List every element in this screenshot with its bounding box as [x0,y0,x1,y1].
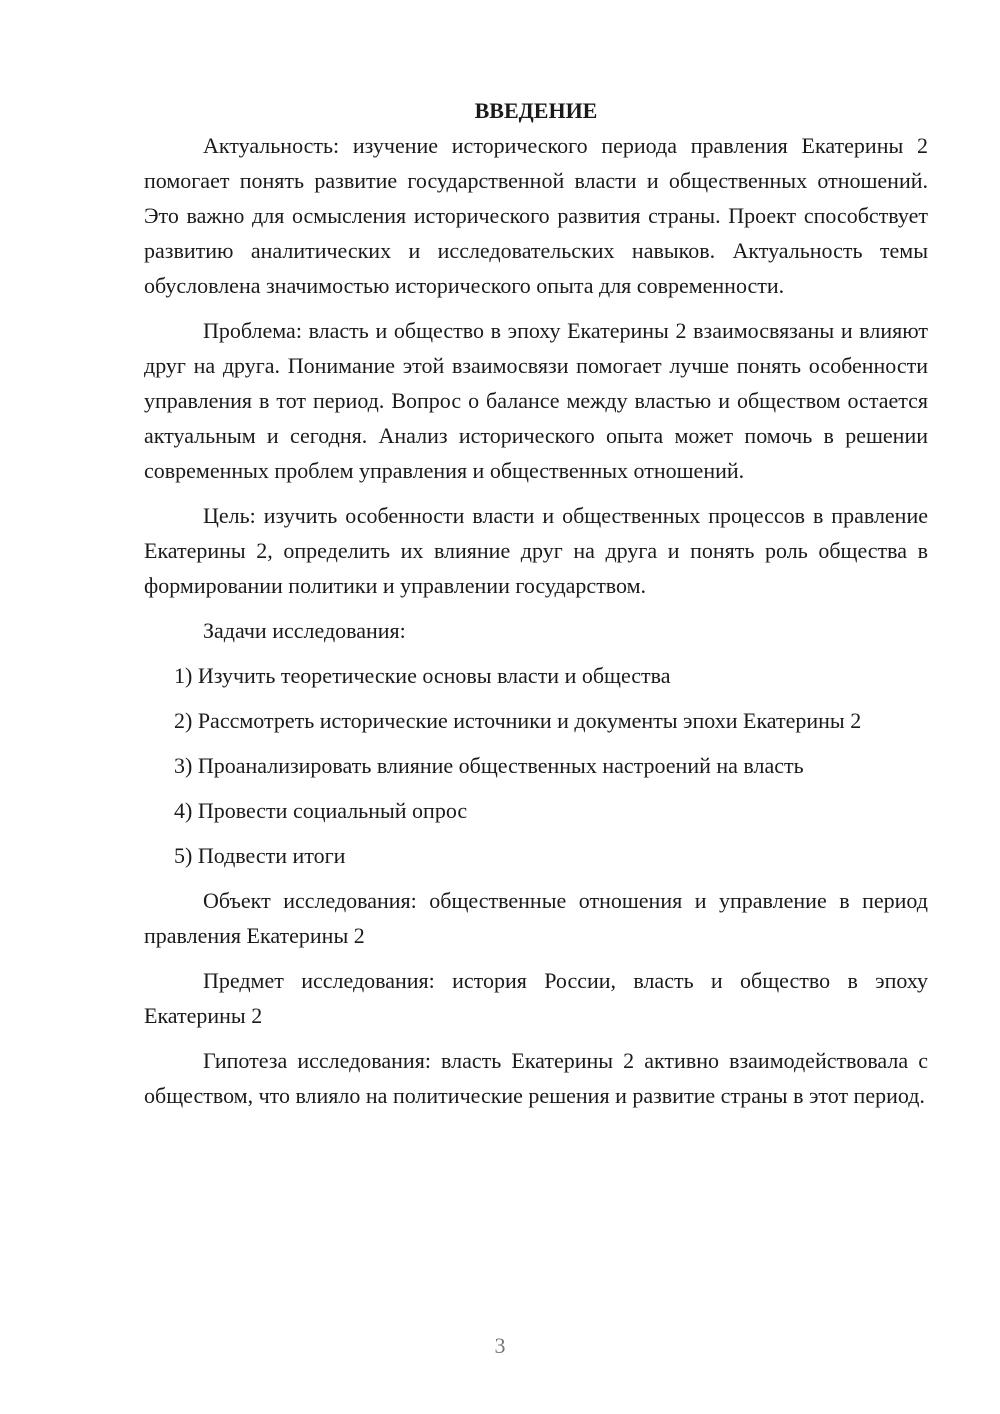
tasks-heading: Задачи исследования: [203,618,406,643]
hypothesis-paragraph: Гипотеза исследования: власть Екатерины 2 активно взаимодействовала с обществом, что влияло на политические решения и развитие страны в этот период. [144,1048,928,1108]
task-item: 2) Рассмотреть исторические источники и документы эпохи Екатерины 2 [174,708,862,733]
subject-paragraph: Предмет исследования: история России, власть и общество в эпоху Екатерины 2 [144,968,928,1028]
task-item: 4) Провести социальный опрос [174,798,468,823]
object-paragraph: Объект исследования: общественные отношения и управление в период правления Екатерины 2 [144,888,928,948]
page-number: 3 [494,1333,506,1358]
task-item: 5) Подвести итоги [174,843,346,868]
goal-paragraph: Цель: изучить особенности власти и общественных процессов в правление Екатерины 2, определить их влияние друг на друга и понять роль общества в формировании политики и управлении государством. [144,503,928,598]
section-title: ВВЕДЕНИЕ [474,98,598,123]
task-item: 3) Проанализировать влияние общественных настроений на власть [174,753,804,778]
page-content [144,93,928,1113]
relevance-paragraph: Актуальность: изучение исторического периода правления Екатерины 2 помогает понять развитие государственной власти и общественных отношений. Это важно для осмысления исторического развития страны. Проект способствует развитию аналитических и исследовательских навыков. Актуальность темы обусловлена значимостью исторического опыта для современности. [144,133,928,298]
task-item: 1) Изучить теоретические основы власти и общества [174,663,671,688]
problem-paragraph: Проблема: власть и общество в эпоху Екатерины 2 взаимосвязаны и влияют друг на друга. Понимание этой взаимосвязи помогает лучше понять особенности управления в тот период. Вопрос о балансе между властью и обществом остается актуальным и сегодня. Анализ исторического опыта может помочь в решении современных проблем управления и общественных отношений. [144,318,928,483]
